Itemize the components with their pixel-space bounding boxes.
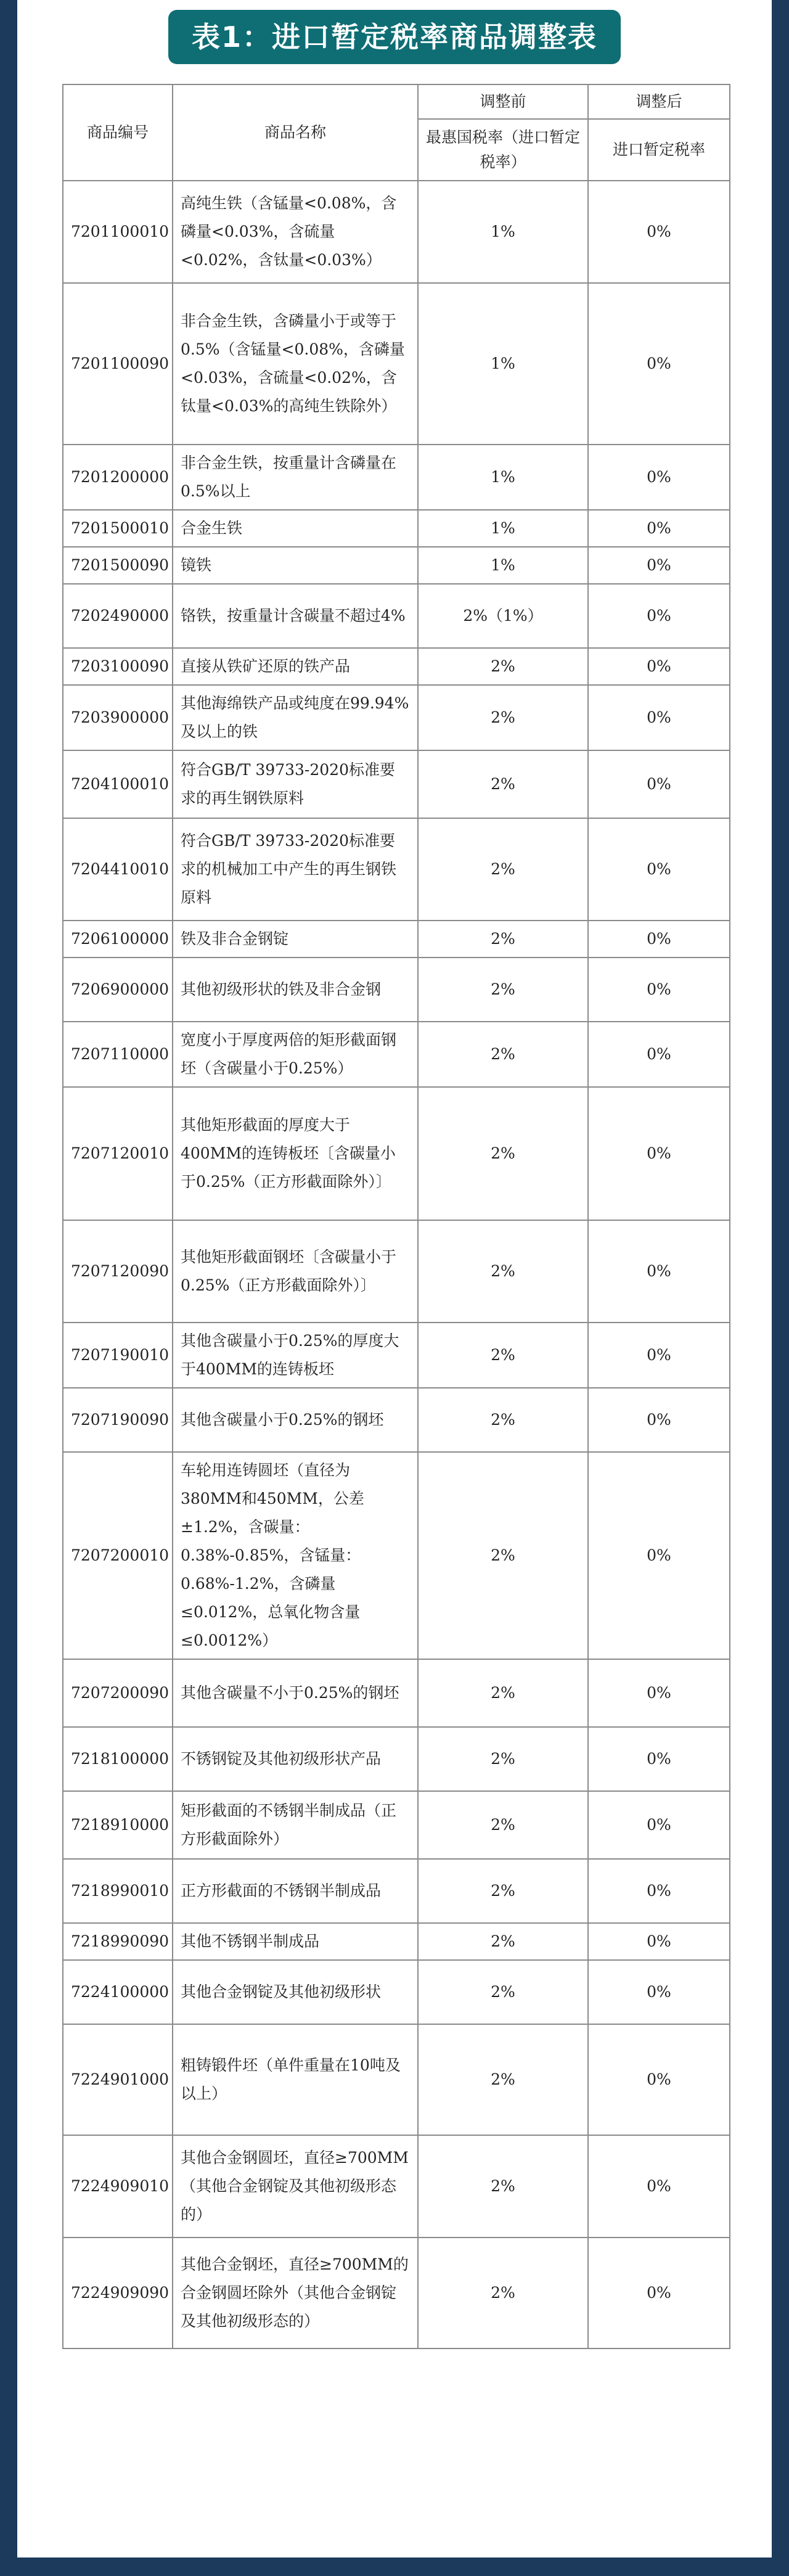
cell-name: 不锈钢锭及其他初级形状产品 xyxy=(173,1727,418,1791)
table-row xyxy=(63,1659,730,1727)
table-row xyxy=(63,2135,730,2238)
cell-before-rate: 2% xyxy=(418,1859,588,1923)
table-row xyxy=(63,750,730,818)
cell-code: 7207190010 xyxy=(63,1323,173,1388)
cell-before-rate: 2% xyxy=(418,818,588,921)
cell-after-rate: 0% xyxy=(588,818,730,921)
cell-before-rate: 2% xyxy=(418,1659,588,1727)
cell-code: 7201500010 xyxy=(63,510,173,547)
cell-name: 其他含碳量小于0.25%的厚度大于400MM的连铸板坯 xyxy=(173,1323,418,1388)
cell-code: 7224909010 xyxy=(63,2135,173,2238)
cell-before-rate: 2% xyxy=(418,1323,588,1388)
cell-before-rate: 2% xyxy=(418,958,588,1022)
cell-after-rate: 0% xyxy=(588,2024,730,2135)
cell-code: 7206900000 xyxy=(63,958,173,1022)
cell-code: 7224901000 xyxy=(63,2024,173,2135)
cell-name: 宽度小于厚度两倍的矩形截面钢坯（含碳量小于0.25%） xyxy=(173,1022,418,1087)
cell-code: 7207200010 xyxy=(63,1452,173,1659)
cell-before-rate: 2% xyxy=(418,1388,588,1452)
cell-code: 7201100010 xyxy=(63,181,173,283)
table-row xyxy=(63,1859,730,1923)
cell-code: 7218910000 xyxy=(63,1791,173,1859)
cell-after-rate: 0% xyxy=(588,1388,730,1452)
cell-after-rate: 0% xyxy=(588,1727,730,1791)
cell-code: 7224100000 xyxy=(63,1960,173,2024)
cell-after-rate: 0% xyxy=(588,2238,730,2348)
cell-before-rate: 2% xyxy=(418,648,588,685)
cell-after-rate: 0% xyxy=(588,181,730,283)
page-frame xyxy=(17,0,772,2558)
cell-before-rate: 1% xyxy=(418,181,588,283)
table-row xyxy=(63,818,730,921)
cell-code: 7204410010 xyxy=(63,818,173,921)
cell-after-rate: 0% xyxy=(588,1659,730,1727)
cell-name: 其他海绵铁产品或纯度在99.94%及以上的铁 xyxy=(173,685,418,750)
cell-name: 合金生铁 xyxy=(173,510,418,547)
cell-name: 高纯生铁（含锰量<0.08%，含磷量<0.03%，含硫量<0.02%，含钛量<0.03%） xyxy=(173,181,418,283)
cell-code: 7207120010 xyxy=(63,1087,173,1220)
cell-name: 非合金生铁，含磷量小于或等于0.5%（含锰量<0.08%，含磷量<0.03%，含硫量<0.02%，含钛量<0.03%的高纯生铁除外） xyxy=(173,283,418,445)
header-code: 商品编号 xyxy=(63,84,173,181)
cell-before-rate: 2% xyxy=(418,1727,588,1791)
cell-code: 7202490000 xyxy=(63,584,173,648)
cell-before-rate: 2% xyxy=(418,1452,588,1659)
table-row xyxy=(63,1388,730,1452)
table-row xyxy=(63,2024,730,2135)
table-body xyxy=(63,181,730,2348)
cell-after-rate: 0% xyxy=(588,1923,730,1960)
cell-after-rate: 0% xyxy=(588,1452,730,1659)
cell-name: 其他矩形截面的厚度大于400MM的连铸板坯〔含碳量小于0.25%（正方形截面除外）〕 xyxy=(173,1087,418,1220)
cell-before-rate: 2% xyxy=(418,2135,588,2238)
header-before-sub: 最惠国税率（进口暂定税率） xyxy=(418,119,588,181)
cell-name: 粗铸锻件坯（单件重量在10吨及以上） xyxy=(173,2024,418,2135)
cell-before-rate: 2% xyxy=(418,750,588,818)
cell-before-rate: 2% xyxy=(418,1923,588,1960)
cell-name: 其他合金钢坯，直径≥700MM的合金钢圆坯除外（其他合金钢锭及其他初级形态的） xyxy=(173,2238,418,2348)
cell-before-rate: 2% xyxy=(418,685,588,750)
cell-before-rate: 2% xyxy=(418,1022,588,1087)
cell-after-rate: 0% xyxy=(588,921,730,958)
table-row xyxy=(63,921,730,958)
cell-after-rate: 0% xyxy=(588,510,730,547)
cell-code: 7206100000 xyxy=(63,921,173,958)
cell-after-rate: 0% xyxy=(588,958,730,1022)
cell-after-rate: 0% xyxy=(588,685,730,750)
table-row xyxy=(63,958,730,1022)
cell-name: 其他含碳量小于0.25%的钢坯 xyxy=(173,1388,418,1452)
cell-before-rate: 2% xyxy=(418,1087,588,1220)
header-row-top xyxy=(63,84,730,119)
table-row xyxy=(63,648,730,685)
cell-code: 7201500090 xyxy=(63,547,173,584)
header-after: 调整后 xyxy=(588,84,730,119)
table-row xyxy=(63,1923,730,1960)
header-name: 商品名称 xyxy=(173,84,418,181)
table-row xyxy=(63,1087,730,1220)
cell-name: 正方形截面的不锈钢半制成品 xyxy=(173,1859,418,1923)
cell-after-rate: 0% xyxy=(588,1087,730,1220)
cell-code: 7203900000 xyxy=(63,685,173,750)
cell-code: 7207200090 xyxy=(63,1659,173,1727)
cell-after-rate: 0% xyxy=(588,1791,730,1859)
cell-name: 镜铁 xyxy=(173,547,418,584)
cell-name: 符合GB/T 39733-2020标准要求的再生钢铁原料 xyxy=(173,750,418,818)
table-row xyxy=(63,1323,730,1388)
cell-code: 7224909090 xyxy=(63,2238,173,2348)
cell-code: 7218990010 xyxy=(63,1859,173,1923)
cell-before-rate: 2% xyxy=(418,1960,588,2024)
tariff-table xyxy=(62,84,730,2349)
cell-code: 7207110000 xyxy=(63,1022,173,1087)
cell-after-rate: 0% xyxy=(588,445,730,510)
table-row xyxy=(63,283,730,445)
cell-code: 7204100010 xyxy=(63,750,173,818)
cell-before-rate: 2% xyxy=(418,2238,588,2348)
table-row xyxy=(63,1791,730,1859)
cell-code: 7207190090 xyxy=(63,1388,173,1452)
table-row xyxy=(63,1022,730,1087)
cell-after-rate: 0% xyxy=(588,283,730,445)
cell-name: 矩形截面的不锈钢半制成品（正方形截面除外） xyxy=(173,1791,418,1859)
cell-code: 7207120090 xyxy=(63,1220,173,1323)
table-row xyxy=(63,547,730,584)
cell-name: 其他不锈钢半制成品 xyxy=(173,1923,418,1960)
cell-code: 7203100090 xyxy=(63,648,173,685)
cell-before-rate: 2% xyxy=(418,1220,588,1323)
cell-after-rate: 0% xyxy=(588,1960,730,2024)
cell-code: 7218990090 xyxy=(63,1923,173,1960)
cell-after-rate: 0% xyxy=(588,2135,730,2238)
cell-after-rate: 0% xyxy=(588,1022,730,1087)
cell-after-rate: 0% xyxy=(588,750,730,818)
cell-name: 车轮用连铸圆坯（直径为380MM和450MM，公差±1.2%，含碳量：0.38%-0.85%，含锰量：0.68%-1.2%，含磷量≤0.012%，总氧化物含量≤0.0012%） xyxy=(173,1452,418,1659)
cell-name: 其他合金钢圆坯，直径≥700MM（其他合金钢锭及其他初级形态的） xyxy=(173,2135,418,2238)
cell-after-rate: 0% xyxy=(588,1220,730,1323)
cell-before-rate: 2%（1%） xyxy=(418,584,588,648)
table-row xyxy=(63,510,730,547)
table-row xyxy=(63,1452,730,1659)
header-before: 调整前 xyxy=(418,84,588,119)
cell-name: 其他合金钢锭及其他初级形状 xyxy=(173,1960,418,2024)
cell-before-rate: 2% xyxy=(418,2024,588,2135)
table-row xyxy=(63,584,730,648)
table-row xyxy=(63,1220,730,1323)
cell-before-rate: 1% xyxy=(418,510,588,547)
cell-after-rate: 0% xyxy=(588,1859,730,1923)
cell-name: 直接从铁矿还原的铁产品 xyxy=(173,648,418,685)
cell-code: 7218100000 xyxy=(63,1727,173,1791)
cell-after-rate: 0% xyxy=(588,547,730,584)
cell-after-rate: 0% xyxy=(588,1323,730,1388)
cell-name: 非合金生铁，按重量计含磷量在0.5%以上 xyxy=(173,445,418,510)
cell-before-rate: 1% xyxy=(418,547,588,584)
cell-name: 铬铁，按重量计含碳量不超过4% xyxy=(173,584,418,648)
table-row xyxy=(63,1960,730,2024)
cell-name: 铁及非合金钢锭 xyxy=(173,921,418,958)
table-row xyxy=(63,1727,730,1791)
cell-before-rate: 2% xyxy=(418,921,588,958)
table-row xyxy=(63,685,730,750)
cell-name: 其他含碳量不小于0.25%的钢坯 xyxy=(173,1659,418,1727)
table-row xyxy=(63,445,730,510)
cell-name: 符合GB/T 39733-2020标准要求的机械加工中产生的再生钢铁原料 xyxy=(173,818,418,921)
title-wrap xyxy=(17,10,772,64)
cell-after-rate: 0% xyxy=(588,648,730,685)
cell-name: 其他初级形状的铁及非合金钢 xyxy=(173,958,418,1022)
cell-code: 7201100090 xyxy=(63,283,173,445)
cell-name: 其他矩形截面钢坯〔含碳量小于0.25%（正方形截面除外）〕 xyxy=(173,1220,418,1323)
header-after-sub: 进口暂定税率 xyxy=(588,119,730,181)
cell-before-rate: 2% xyxy=(418,1791,588,1859)
table-row xyxy=(63,181,730,283)
cell-before-rate: 1% xyxy=(418,283,588,445)
page-title: 表1：进口暂定税率商品调整表 xyxy=(168,10,621,64)
cell-code: 7201200000 xyxy=(63,445,173,510)
cell-after-rate: 0% xyxy=(588,584,730,648)
table-row xyxy=(63,2238,730,2348)
cell-before-rate: 1% xyxy=(418,445,588,510)
